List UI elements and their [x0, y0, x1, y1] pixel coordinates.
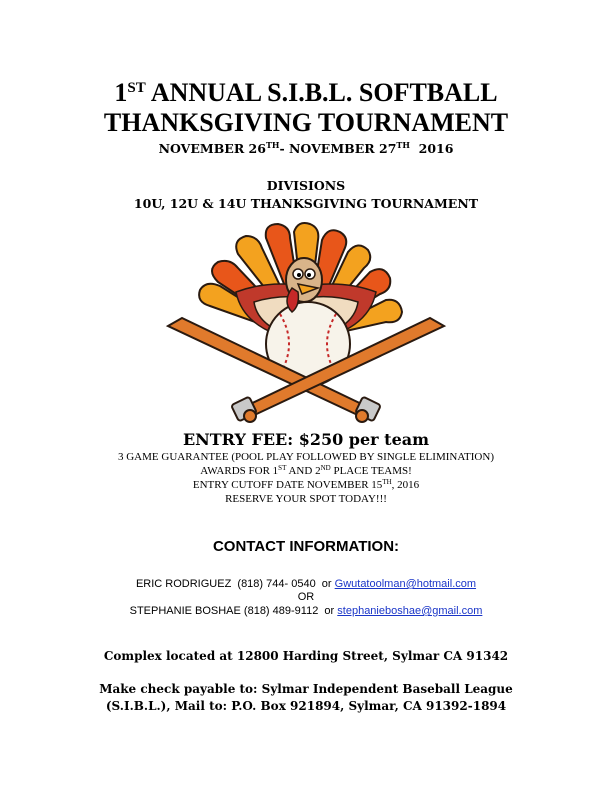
divisions-heading: DIVISIONS	[266, 178, 346, 193]
complex-location: Complex located at 12800 Harding Street, Sylmar CA 91342	[103, 649, 509, 663]
email-link-1[interactable]: Gwutatoolman@hotmail.com	[334, 578, 477, 590]
entry-fee: ENTRY FEE: $250 per team	[182, 430, 430, 449]
email-link-2[interactable]: stephanieboshae@gmail.com	[337, 605, 483, 617]
divisions-list: 10U, 12U & 14U THANKSGIVING TOURNAMENT	[133, 196, 479, 211]
contact-person-1: ERIC RODRIGUEZ (818) 744- 0540 or Gwutatoolman@hotmail.com	[135, 578, 477, 590]
contact-person-2: STEPHANIE BOSHAE (818) 489-9112 or stephanieboshae@gmail.com	[129, 605, 483, 617]
payment-line-2: (S.I.B.L.), Mail to: P.O. Box 921894, Sylmar, CA 91392-1894	[105, 699, 507, 713]
entry-cutoff: ENTRY CUTOFF DATE NOVEMBER 15TH, 2016	[192, 478, 420, 491]
turkey-baseball-bats-icon	[158, 222, 454, 430]
contact-or: OR	[297, 591, 315, 603]
tournament-dates: NOVEMBER 26TH- NOVEMBER 27TH 2016	[158, 140, 454, 156]
reserve-line: RESERVE YOUR SPOT TODAY!!!	[225, 493, 387, 505]
title-line-1: 1ST ANNUAL S.I.B.L. SOFTBALL	[114, 78, 498, 107]
contact-heading: CONTACT INFORMATION:	[212, 538, 400, 555]
game-guarantee: 3 GAME GUARANTEE (POOL PLAY FOLLOWED BY SINGLE ELIMINATION)	[117, 451, 494, 463]
title-line-2: THANKSGIVING TOURNAMENT	[103, 108, 509, 137]
payment-line-1: Make check payable to: Sylmar Independent Baseball League	[99, 682, 513, 696]
awards-line: AWARDS FOR 1ST AND 2ND PLACE TEAMS!	[200, 464, 412, 477]
